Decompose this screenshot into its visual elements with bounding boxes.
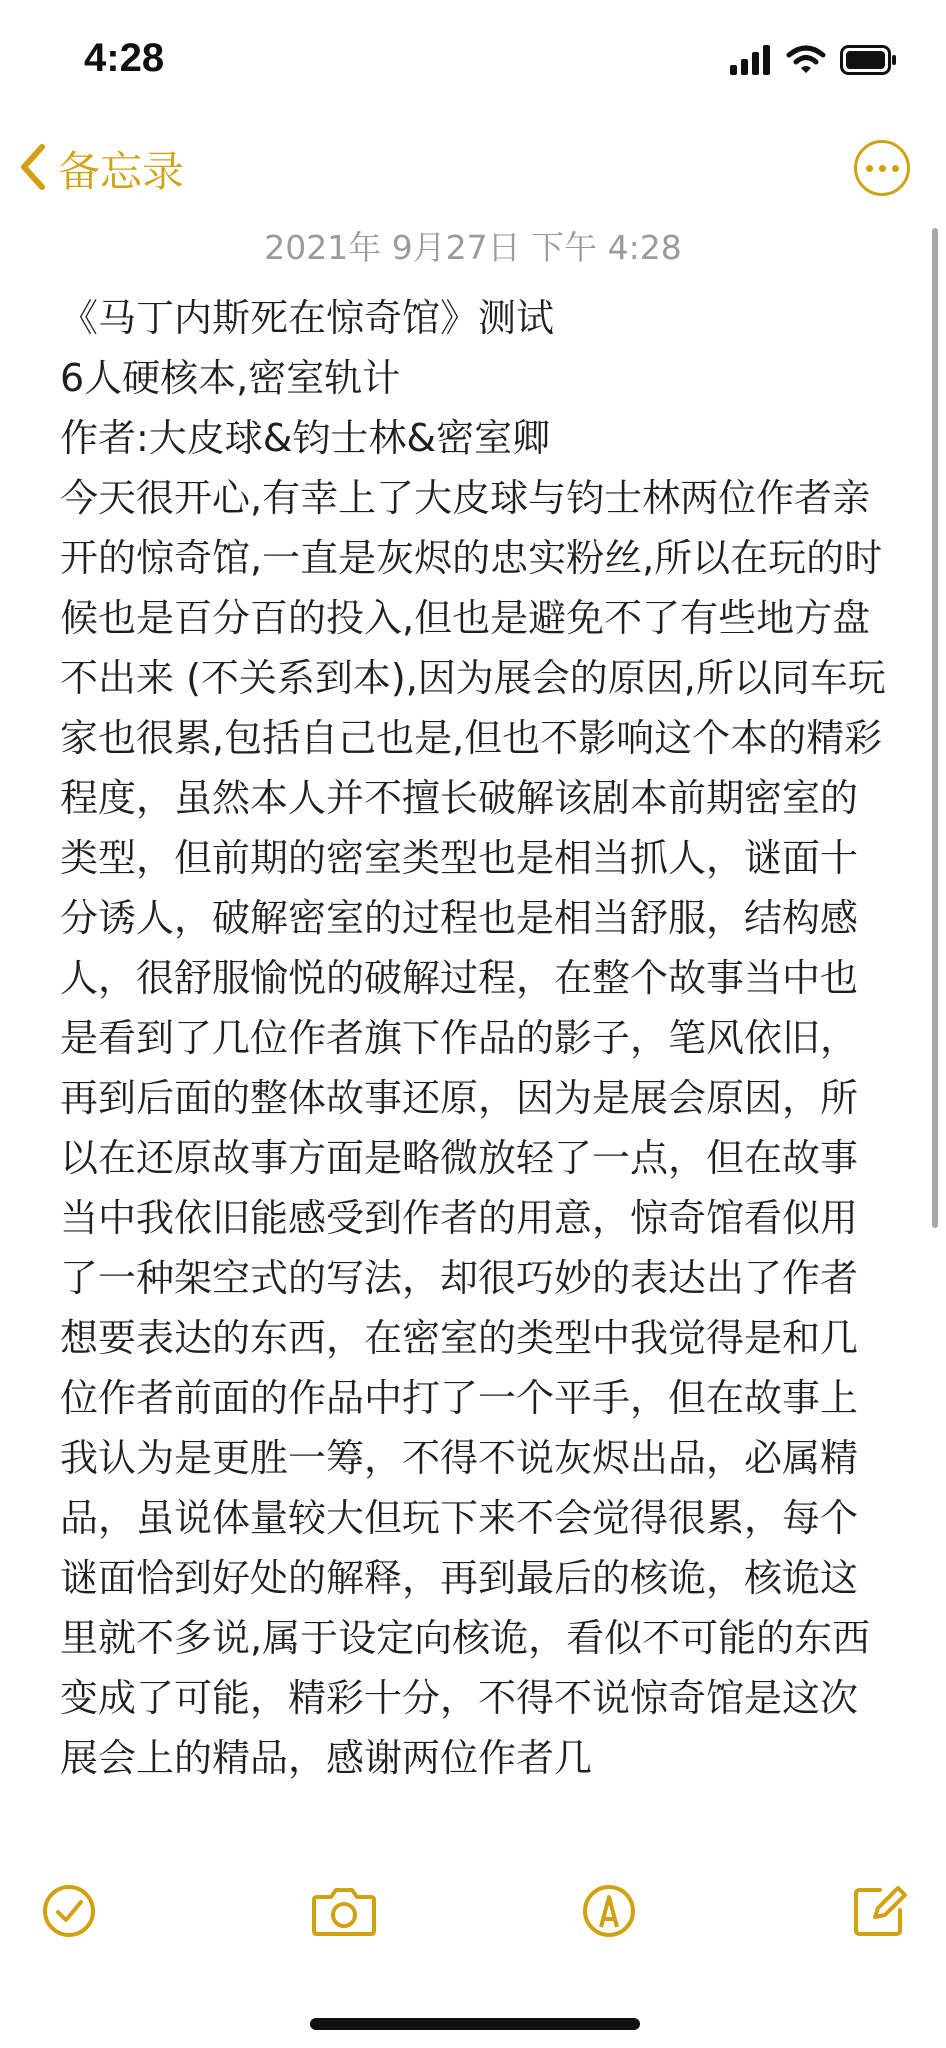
home-indicator[interactable]	[310, 2018, 640, 2030]
ellipsis-circle-icon	[866, 165, 873, 172]
checkmark-circle-icon	[41, 1883, 97, 1943]
status-time: 4:28	[84, 36, 165, 80]
note-date: 2021年 9月27日 下午 4:28	[264, 228, 682, 267]
status-bar	[0, 0, 946, 120]
checklist-button[interactable]	[34, 1878, 104, 1948]
signal-icon	[730, 45, 772, 79]
back-label: 备忘录	[58, 147, 185, 196]
back-button[interactable]	[18, 134, 184, 204]
pen-circle-icon	[581, 1883, 637, 1943]
camera-icon	[311, 1885, 377, 1941]
markup-button[interactable]	[574, 1878, 644, 1948]
camera-button[interactable]	[304, 1878, 384, 1948]
battery-icon	[840, 45, 898, 79]
compose-icon	[850, 1882, 908, 1944]
note-body-text[interactable]: 《马丁内斯死在惊奇馆》测试 6人硬核本,密室轨计 作者:大皮球&钧士林&密室卿 今天很开心,有幸上了大皮球与钧士林两位作者亲开的惊奇馆,一直是灰烬的忠实粉丝,所以在玩的时候也是百分百的投入,但也是避免不了有些地方盘不出来 (不关系到本),因为展会的原因,所以同车玩家也很累,包括自己也是,但也不影响这个本的精彩程度，虽然本人并不擅长破解该剧本前期密室的类型，但前期的密室类型也是相当抓人，谜面十分诱人，破解密室的过程也是相当舒服，结构感人，很舒服愉悦的破解过程，在整个故事当中也是看到了几位作者旗下作品的影子，笔风依旧，再到后面的整体故事还原，因为是展会原因，所以在还原故事方面是略微放轻了一点，但在故事当中我依旧能感受到作者的用意，惊奇馆看似用了一种架空式的写法，却很巧妙的表达出了作者想要表达的东西，在密室的类型中我觉得是和几位作者前面的作品中打了一个平手，但在故事上我认为是更胜一筹，不得不说灰烬出品，必属精品，虽说体量较大但玩下来不会觉得很累，每个谜面恰到好处的解释，再到最后的核诡，核诡这里就不多说,属于设定向核诡，看似不可能的东西变成了可能，精彩十分，不得不说惊奇馆是这次展会上的精品，感谢两位作者几	[60, 296, 886, 1780]
wifi-icon	[786, 45, 826, 79]
bottom-toolbar	[0, 1868, 946, 1958]
navigation-bar	[0, 130, 946, 210]
more-options-button[interactable]	[854, 140, 910, 196]
scrollbar[interactable]	[932, 228, 938, 1228]
chevron-left-icon	[18, 142, 48, 196]
compose-button[interactable]	[844, 1878, 914, 1948]
status-icons	[730, 44, 898, 80]
